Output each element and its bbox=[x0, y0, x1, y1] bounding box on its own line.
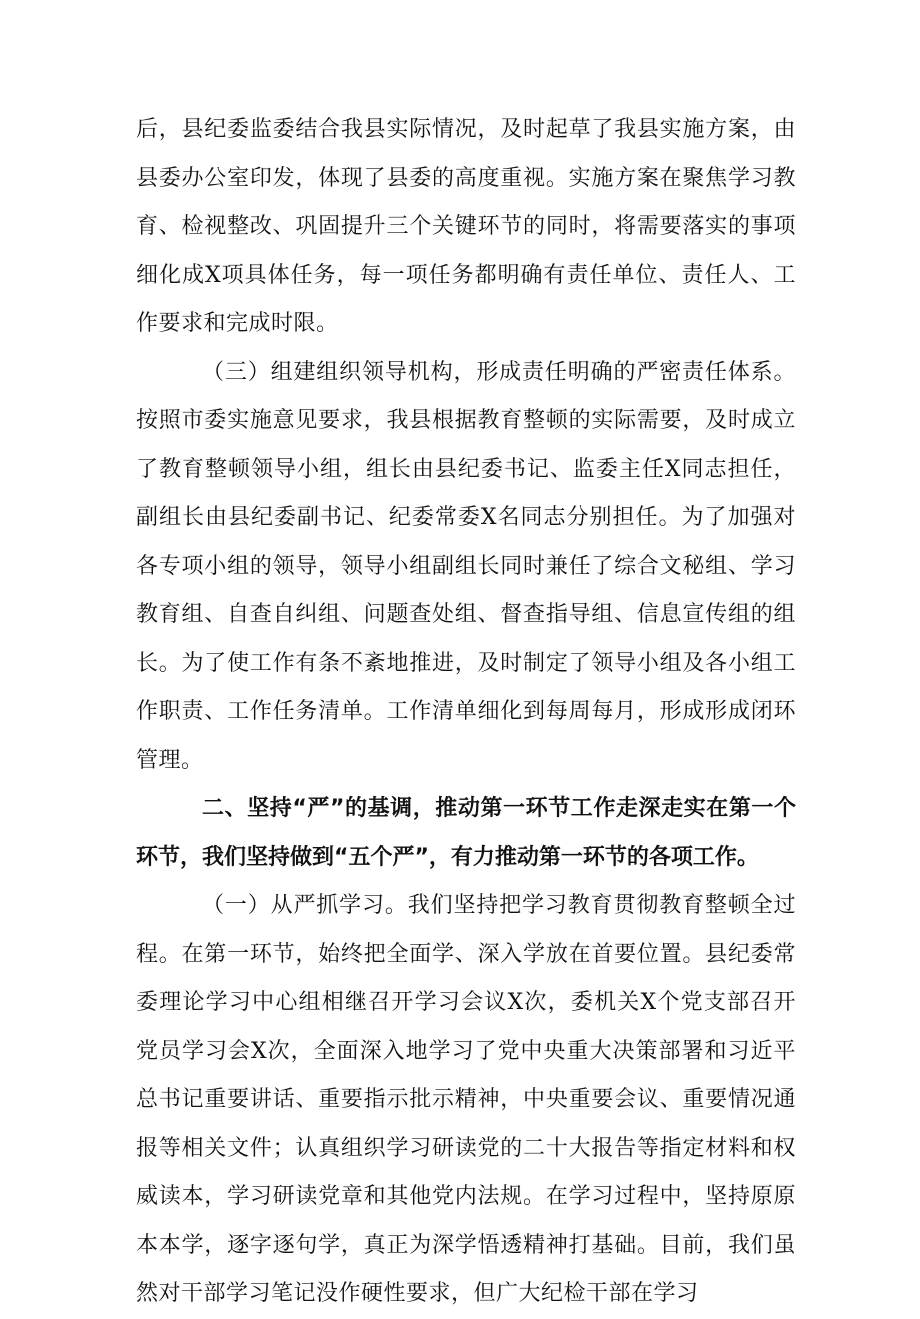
paragraph-continued-implementation-plan: 后，县纪委监委结合我县实际情况，及时起草了我县实施方案，由县委办公室印发，体现了县委的高度重视。实施方案在聚焦学习教育、检视整改、巩固提升三个关键环节的同时，将需要落实的事项细化成X项具体任务，每一项任务都明确有责任单位、责任人、工作要求和完成时限。 bbox=[136, 117, 796, 336]
section-heading-two: 二、坚持“严”的基调，推动第一环节工作走深走实在第一个环节，我们坚持做到“五个严”，有力推动第一环节的各项工作。 bbox=[136, 796, 796, 870]
document-body bbox=[136, 106, 796, 1319]
paragraph-section-three-leadership: （三）组建组织领导机构，形成责任明确的严密责任体系。按照市委实施意见要求，我县根据教育整顿的实际需要，及时成立了教育整顿领导小组，组长由县纪委书记、监委主任X同志担任，副组长由县纪委副书记、纪委常委X名同志分别担任。为了加强对各专项小组的领导，领导小组副组长同时兼任了综合文秘组、学习教育组、自查自纠组、问题查处组、督查指导组、信息宣传组的组长。为了使工作有条不紊地推进，及时制定了领导小组及各小组工作职责、工作任务清单。工作清单细化到每周每月，形成形成闭环管理。 bbox=[136, 359, 796, 773]
paragraph-section-one-study: （一）从严抓学习。我们坚持把学习教育贯彻教育整顿全过程。在第一环节，始终把全面学、深入学放在首要位置。县纪委常委理论学习中心组相继召开学习会议X次，委机关X个党支部召开党员学习会X次，全面深入地学习了党中央重大决策部署和习近平总书记重要讲话、重要指示批示精神，中央重要会议、重要情况通报等相关文件；认真组织学习研读党的二十大报告等指定材料和权威读本，学习研读党章和其他党内法规。在学习过程中，坚持原原本本学，逐字逐句学，真正为深学悟透精神打基础。目前，我们虽然对干部学习笔记没作硬性要求，但广大纪检干部在学习 bbox=[136, 893, 796, 1306]
